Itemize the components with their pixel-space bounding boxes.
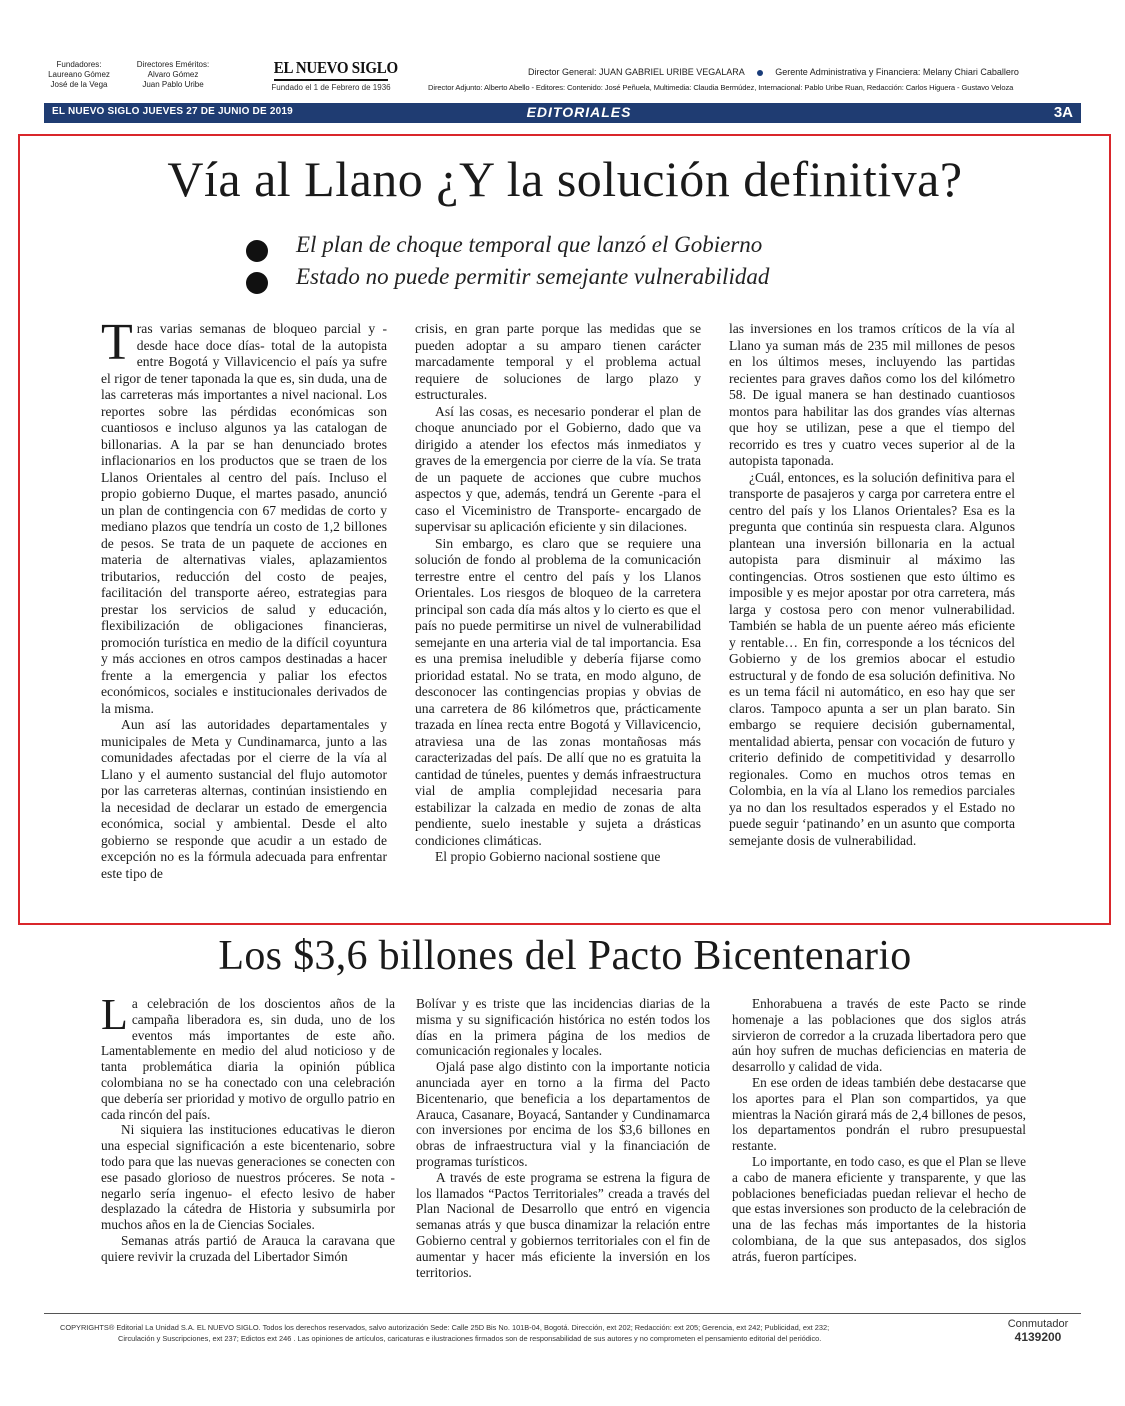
editorial-2-column-1 [101, 996, 395, 1265]
founded-date: Fundado el 1 de Febrero de 1936 [271, 83, 391, 92]
editorial-1-body [101, 321, 1041, 911]
footer-line-1: COPYRIGHTS® Editorial La Unidad S.A. EL NUEVO SIGLO. Todos los derechos reservados, salvo autorización Sede: Calle 25D Bis No. 101B-04, Bogotá. Dirección, ext 202; Redacción: ext 205; Gerencia, ext 242; Publicidad, ext 232; [60, 1323, 830, 1332]
paragraph [101, 996, 395, 1122]
emeritus-name: Juan Pablo Uribe [142, 80, 204, 89]
paragraph: crisis, en gran parte porque las medidas que se pueden adoptar a su amparo tienen carácter marcadamente temporal y el problema actual requiere de soluciones de largo plazo y estructurales. [415, 321, 701, 402]
directors-line-1 [428, 66, 1084, 78]
emeritus-name: Alvaro Gómez [147, 70, 199, 79]
footer-divider [44, 1313, 1081, 1314]
paragraph: Ni siquiera las instituciones educativas le dieron una especial significación a este bicentenario, sobre todo para que las nuevas generaciones se conecten con ese pasado glorioso de nuestros próceres. Se nota -negarlo sería ingenuo- el efecto lesivo de haber desplazado la cátedra de Historia y subsumirla por muchos años en la de Ciencias Sociales. [101, 1122, 395, 1233]
paragraph: Sin embargo, es claro que se requiere una solución de fondo al problema de la comunicación terrestre entre el centro del país y los Llanos Orientales. Los riesgos de bloqueo de la carretera principal son cada día más altos y lo cierto es que el país no puede permitirse un nivel de vulnerabilidad semejante en una arteria vial de tal importancia. Esa es una premisa ineludible y debería fijarse como prioridad estatal. No se trata, en modo alguno, de desconocer las contingencias propias y obvias de una carretera de 86 kilómetros que, prácticamente trazada en línea recta entre Bogotá y Villavicencio, atraviesa una de las zonas montañosas más caracterizadas del país. De allí que no es gratuita la cantidad de túneles, puentes y demás infraestructura vial de amplia complejidad necesaria para estabilizar la calzada en medio de zonas de alta pendiente, suelo inestable y sujeta a drásticas condiciones climáticas. [415, 535, 701, 848]
administrative-manager: Gerente Administrativa y Financiera: Melany Chiari Caballero [775, 67, 1019, 77]
newspaper-logo: EL NUEVO SIGLO [273, 58, 398, 77]
editorial-2-title: Los $3,6 billones del Pacto Bicentenario [218, 933, 912, 979]
masthead [44, 58, 1084, 98]
section-name: EDITORIALES [526, 104, 632, 120]
emeriti-label: Directores Eméritos: [136, 60, 210, 69]
paragraph: Así las cosas, es necesario ponderar el plan de choque anunciado por el Gobierno, dado que va dirigido a atender los efectos más inmediatos y graves de la emergencia por cierre de la vía. Se trata de un paquete de acciones que cubre muchos aspectos y que, además, tendrá un Gerente -para el caso el Viceministro de Transporte- encargado de supervisar su aplicación eficiente y sin dilaciones. [415, 403, 701, 534]
paragraph: Ojalá pase algo distinto con la importante noticia anunciada ayer en torno a la firma del Pacto Bicentenario, que beneficia a los departamentos de Arauca, Casanare, Boyacá, Santander y Cundinamarca con inversiones por encima de los $3,6 billones en obras de infraestructura vial y la financiación de programas turísticos. [416, 1059, 710, 1169]
bullet-icon [246, 240, 268, 262]
founders-label: Fundadores: [56, 60, 102, 69]
paragraph-text: a celebración de los doscientos años de la campaña liberadora es, sin duda, uno de los eventos más importantes de este año. Lamentablemente en medio del alud noticioso y de tanta problemática diaria la opinión pública colombiana no se ha conectado con una celebración que debería ser prioridad y motivo de orgullo patrio en cada rincón del país. [101, 996, 395, 1122]
editorial-1-column-1 [101, 321, 387, 882]
paragraph: Lo importante, en todo caso, es que el Plan se lleve a cabo de manera eficiente y transparente, y que las poblaciones beneficiadas puedan relievar el hecho de que estas inversiones son producto de la celebración de una de las fechas más importantes de la historia colombiana, de la que sus antepasados, dos siglos atrás, fueron partícipes. [732, 1153, 1026, 1264]
directors-block [428, 66, 1084, 94]
paragraph: Enhorabuena a través de este Pacto se rinde homenaje a las poblaciones que dos siglos atrás sirvieron de corredor a la cruzada libertadora pero que aún hoy sufren de muchas deficiencias en materia de desarrollo y calidad de vida. [732, 996, 1026, 1075]
subhead-item [244, 232, 944, 264]
drop-cap: L [101, 996, 128, 1039]
drop-cap: T [101, 321, 133, 371]
switchboard [998, 1318, 1078, 1344]
logo-block [266, 58, 396, 92]
paragraph: Bolívar y es triste que las incidencias diarias de la misma y su significación histórica no estén todos los días en la primera página de los medios de comunicación regionales y locales. [416, 996, 710, 1059]
paragraph: las inversiones en los tramos críticos de la vía al Llano ya suman más de 235 mil millones de pesos en los últimos meses, incluyendo las partidas recientes para graves daños como los del kilómetro 58. De igual manera se han destinado cuantiosos montos para habilitar las dos grandes vías alternas que hoy se utilizan, pese a que el tiempo del recorrido es tres y cuatro veces superior al de la autopista taponada. [729, 321, 1015, 468]
paragraph: El propio Gobierno nacional sostiene que [435, 849, 661, 864]
paragraph: Aun así las autoridades departamentales y municipales de Meta y Cundinamarca, junto a las comunidades afectadas por el cierre de la vía al Llano y el aumento sustancial del flujo automotor por las carreteras alternas, continúan insistiendo en la necesidad de declarar un estado de emergencia económica, social y ambiental. Desde el alto gobierno se responde que acudir a un estado de excepción no es la fórmula adecuada para enfrentar este tipo de [101, 717, 387, 881]
paragraph-text: ras varias semanas de bloqueo parcial y -desde hace doce días- total de la autopista entre Bogotá y Villavicencio el país ya sufre el rigor de tener taponada la que es, sin duda, una de las carreteras más importantes a nivel nacional. Los reportes sobre las pérdidas económicas son cuantiosos e incluso algunos ya las catalogan de billonarias. A la par se han denunciado brotes inflacionarios en los productos que se traen de los Llanos Orientales al centro del país. Incluso el propio gobierno Duque, el martes pasado, anunció un plan de contingencia con 67 medidas de corto y mediano plazos que tendría un costo de 1,2 billones de pesos. Se trata de un paquete de acciones en materia de alternativas viales, aplazamientos tributarios, reducción del costo de peajes, facilitación del transporte aéreo, estrategias para prestar los servicios de salud y educación, flexibilización de obligaciones financieras, promoción turística en medio de la difícil coyuntura y más acciones en otros campos destinadas a hacer frente a la emergencia y paliar los efectos económicos, sociales e institucionales derivados de la misma. [101, 321, 387, 716]
founders-block [44, 60, 114, 90]
founder-name: José de la Vega [50, 80, 108, 89]
edition-date: EL NUEVO SIGLO JUEVES 27 DE JUNIO DE 2019 [52, 106, 293, 117]
editorial-1-column-3 [729, 321, 1015, 849]
paragraph: ¿Cuál, entonces, es la solución definitiva para el transporte de pasajeros y carga por carretera entre el centro del país y los Llanos Orientales? Esa es la pregunta que continúa sin respuesta clara. Algunos plantean una inversión billonaria en la actual autopista para disminuir al máximo las contingencias. Otros sostienen que esto último es imposible y es mejor apostar por otra carretera, más larga y costosa pero con menor vulnerabilidad. También se habla de un puente aéreo más eficiente y rentable… En fin, corresponde a los técnicos del Gobierno y de los gremios abocar el estudio estructural y de fondo de esa solución definitiva. No es un tema fácil ni automático, en eso hay que ser claros. Tampoco apunta a ser un plan barato. Sin embargo se requiere decisión gubernamental, mentalidad abierta, pensar con vocación de futuro y criterio definido de competitividad y desarrollo regionales. Como en muchos otros temas en Colombia, en la vía al Llano los remedios parciales ya no dan los resultados esperados y el Estado no puede seguir ‘patinando’ en un asunto que comporta semejante dosis de vulnerabilidad. [729, 469, 1015, 848]
subhead-text: El plan de choque temporal que lanzó el Gobierno [296, 232, 763, 257]
paragraph: En ese orden de ideas también debe destacarse que los aportes para el Plan son compartidos, ya que mientras la Nación girará más de 2,4 billones de pesos, los departamentos pondrán el rubro presupuestal restante. [732, 1074, 1026, 1154]
editorial-2-column-2 [416, 996, 710, 1280]
subhead-item [244, 264, 944, 296]
switchboard-number: 4139200 [1014, 1330, 1062, 1344]
editorial-1-subheads [244, 232, 944, 296]
editorial-2-body [101, 996, 1027, 1298]
logo-rule [274, 79, 388, 81]
subhead-text: Estado no puede permitir semejante vulnerabilidad [296, 264, 770, 289]
switchboard-label: Conmutador [1007, 1318, 1069, 1330]
paragraph: A través de este programa se estrena la figura de los llamados “Pactos Territoriales” creada a través del Plan Nacional de Desarrollo que entró en vigencia semanas atrás y que busca dinamizar la relación entre Gobierno central y gobiernos territoriales con el fin de aumentar y hacer más eficiente la inversión en los territorios. [416, 1169, 710, 1280]
staff-line: Director Adjunto: Alberto Abello - Editores: Contenido: José Peñuela, Multimedia: Claudia Bermúdez, Internacional: Pablo Uribe Ruan, Redacción: Carlos Higuera - Gustavo Veloza [428, 83, 1014, 92]
emeriti-block [128, 60, 218, 90]
footer-line-2: Circulación y Suscripciones, ext 237; Edictos ext 246 . Las opiniones de artículos, caricaturas e ilustraciones firmados son de responsabilidad de sus autores y no comprometen el pensamiento editorial del periódico. [118, 1334, 822, 1343]
paragraph [101, 321, 387, 717]
bullet-separator-icon [757, 70, 763, 76]
editorial-2-column-3 [732, 996, 1026, 1265]
editorial-1-column-2 [415, 321, 701, 866]
section-bar [44, 103, 1081, 123]
founder-name: Laureano Gómez [48, 70, 110, 79]
bullet-icon [246, 272, 268, 294]
paragraph: Semanas atrás partió de Arauca la caravana que quiere revivir la cruzada del Libertador Simón [101, 1232, 395, 1264]
editorial-1-title: Vía al Llano ¿Y la solución definitiva? [167, 151, 963, 207]
page-number: 3A [1053, 104, 1073, 121]
footer-legal [60, 1322, 980, 1344]
director-general: Director General: JUAN GABRIEL URIBE VEGALARA [528, 67, 745, 77]
